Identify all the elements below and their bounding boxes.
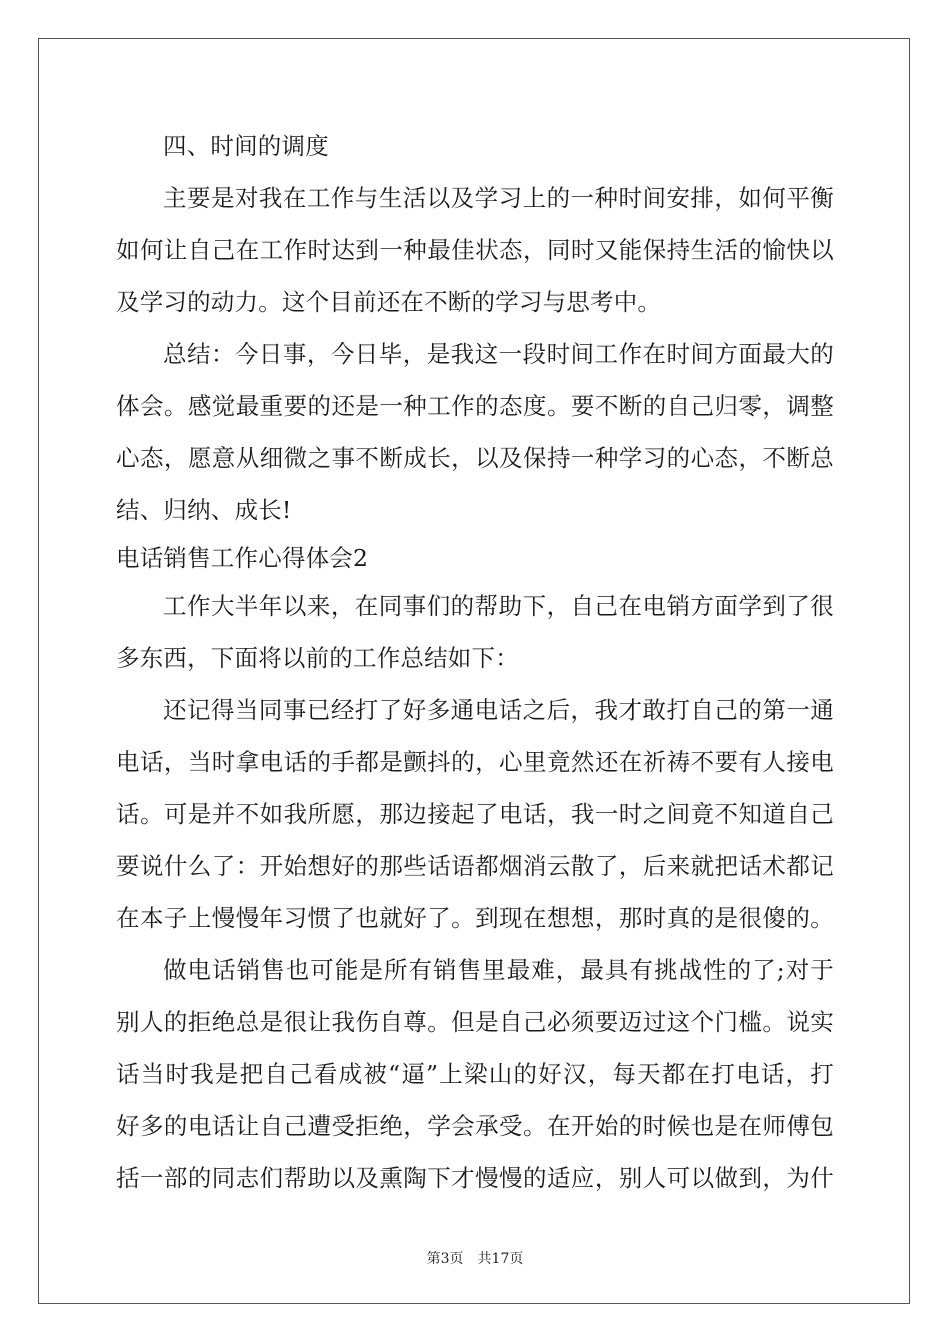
section-heading: 四、时间的调度 [163,132,329,160]
paragraph-line: 总结：今日事，今日毕，是我这一段时间工作在时间方面最大的 [163,340,834,368]
paragraph-line: 还记得当同事已经打了好多通电话之后，我才敢打自己的第一通 [163,696,834,724]
paragraph-line: 工作大半年以来，在同事们的帮助下，自己在电销方面学到了很 [163,592,834,620]
paragraph-line: 体会。感觉最重要的还是一种工作的态度。要不断的自己归零，调整 [116,392,834,420]
paragraph-line: 别人的拒绝总是很让我伤自尊。但是自己必须要迈过这个门槛。说实 [116,1008,834,1036]
paragraph-line: 心态，愿意从细微之事不断成长，以及保持一种学习的心态，不断总 [116,444,834,472]
page-number: 第3页 [426,1251,464,1267]
paragraph-line: 话当时我是把自己看成被“逼”上梁山的好汉，每天都在打电话，打 [116,1060,834,1088]
page-total: 共17页 [477,1251,524,1267]
paragraph-line: 及学习的动力。这个目前还在不断的学习与思考中。 [116,288,662,316]
paragraph-line: 如何让自己在工作时达到一种最佳状态，同时又能保持生活的愉快以 [116,236,834,264]
paragraph-line: 做电话销售也可能是所有销售里最难，最具有挑战性的了;对于 [163,956,834,984]
paragraph-line: 在本子上慢慢年习惯了也就好了。到现在想想，那时真的是很傻的。 [116,904,834,932]
paragraph-line: 结、归纳、成长! [116,496,292,524]
paragraph-line: 话。可是并不如我所愿，那边接起了电话，我一时之间竟不知道自己 [116,800,834,828]
page-footer [0,1248,950,1268]
paragraph-line: 电话，当时拿电话的手都是颤抖的，心里竟然还在祈祷不要有人接电 [116,748,834,776]
paragraph-line: 主要是对我在工作与生活以及学习上的一种时间安排，如何平衡 [163,184,834,212]
paragraph-line: 多东西，下面将以前的工作总结如下： [116,644,519,672]
paragraph-line: 好多的电话让自己遭受拒绝，学会承受。在开始的时候也是在师傅包 [116,1112,834,1140]
paragraph-line: 括一部的同志们帮助以及熏陶下才慢慢的适应，别人可以做到，为什 [116,1164,834,1192]
paragraph-line: 要说什么了：开始想好的那些话语都烟消云散了，后来就把话术都记 [116,852,834,880]
article-title: 电话销售工作心得体会2 [116,544,369,572]
